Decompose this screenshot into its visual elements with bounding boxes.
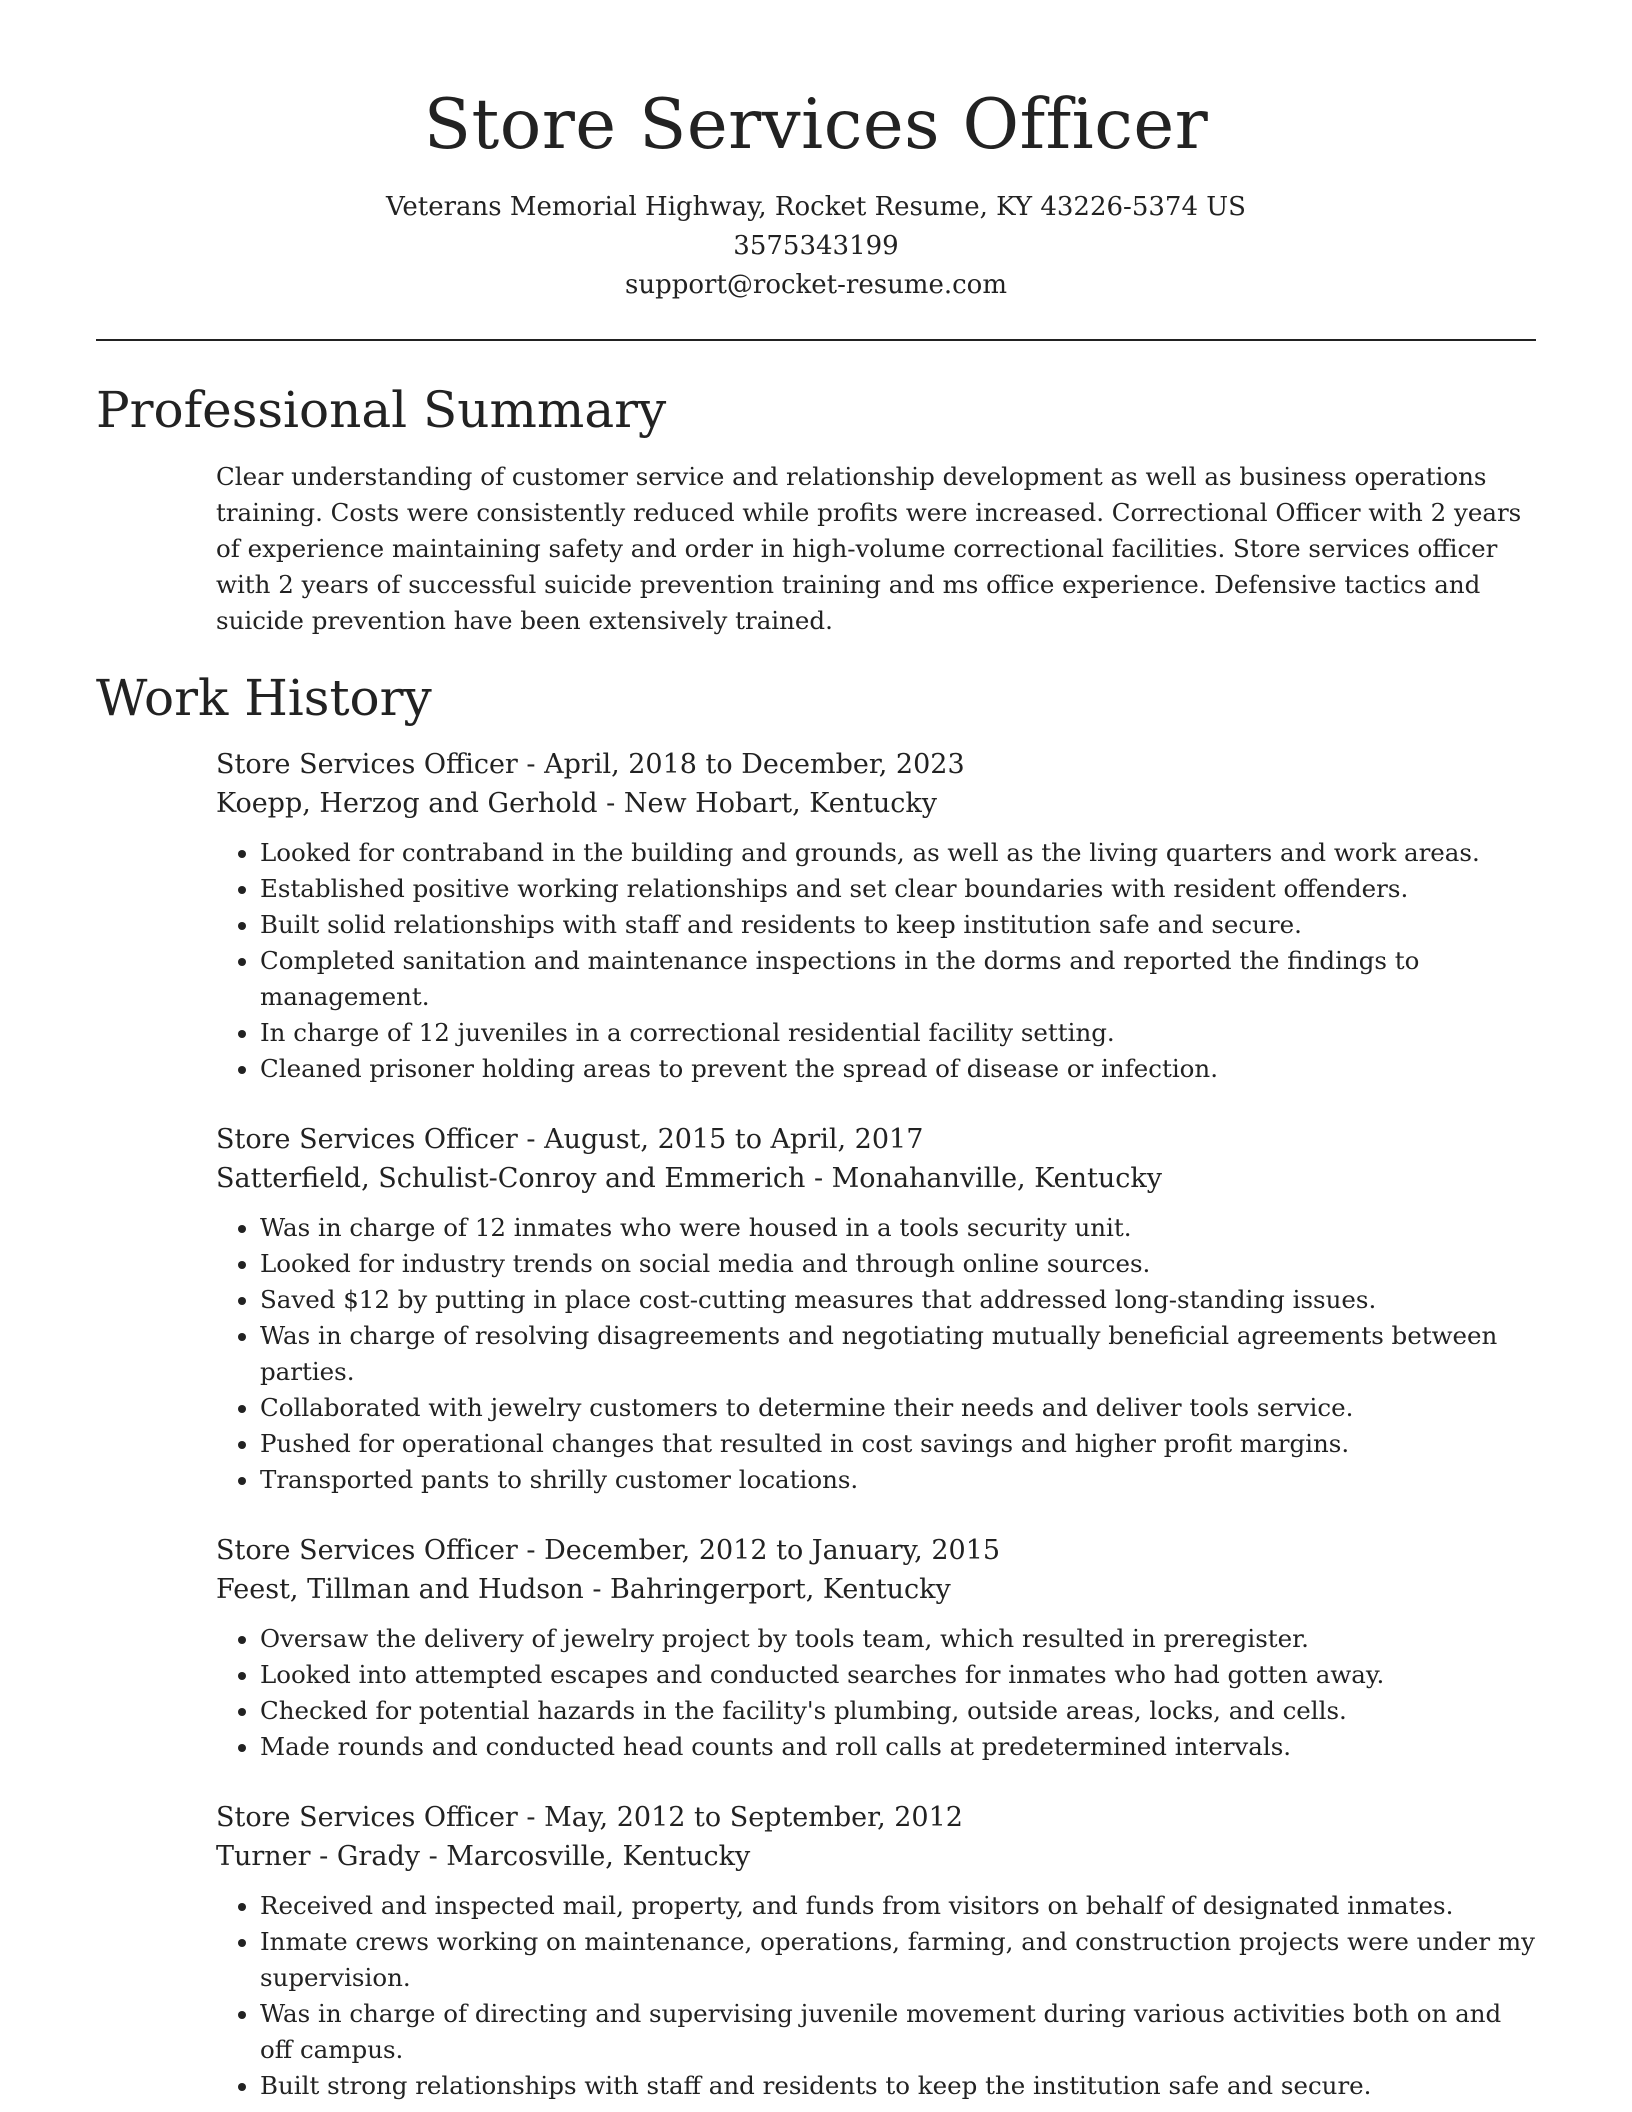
job-bullet: • Inmate crews working on maintenance, operations, farming, and construction projects were under my supervision. <box>260 1924 1536 1996</box>
job-entry <box>216 745 1536 1087</box>
email: support@rocket-resume.com <box>624 270 1007 300</box>
employer-line <box>216 1159 1536 1198</box>
work-history-list <box>0 745 1632 2104</box>
job-bullet: • Checked for potential hazards in the facility's plumbing, outside areas, locks, and cells. <box>260 1693 1536 1729</box>
job-title-line <box>216 745 1536 784</box>
job-entry <box>216 1120 1536 1498</box>
job-location: - New Hobart, Kentucky <box>597 788 938 819</box>
job-role: Store Services Officer <box>216 1124 518 1155</box>
job-bullet: • In charge of 12 juveniles in a correctional residential facility setting. <box>260 1015 1536 1051</box>
job-bullet: • Transported pants to shrilly customer locations. <box>260 1462 1536 1498</box>
job-entry <box>216 1531 1536 1765</box>
job-bullet: • Looked into attempted escapes and conducted searches for inmates who had gotten away. <box>260 1657 1536 1693</box>
job-bullet: • Looked for industry trends on social media and through online sources. <box>260 1246 1536 1282</box>
job-bullet: • Collaborated with jewelry customers to determine their needs and deliver tools service. <box>260 1390 1536 1426</box>
job-bullet: • Built strong relationships with staff and residents to keep the institution safe and secure. <box>260 2068 1536 2104</box>
employer-line <box>216 784 1536 823</box>
job-bullet: • Established positive working relationships and set clear boundaries with resident offenders. <box>260 871 1536 907</box>
job-role: Store Services Officer <box>216 1535 518 1566</box>
header-divider <box>96 339 1536 341</box>
job-location: - Marcosville, Kentucky <box>419 1841 751 1872</box>
job-title-line <box>216 1531 1536 1570</box>
job-bullet: • Received and inspected mail, property, and funds from visitors on behalf of designated inmates. <box>260 1888 1536 1924</box>
job-dates: - August, 2015 to April, 2017 <box>517 1124 924 1155</box>
job-bullet: • Looked for contraband in the building and grounds, as well as the living quarters and work areas. <box>260 835 1536 871</box>
job-bullets <box>216 1888 1536 2104</box>
employer-line <box>216 1570 1536 1609</box>
job-bullet: • Saved $12 by putting in place cost-cutting measures that addressed long-standing issues. <box>260 1282 1536 1318</box>
job-dates: - April, 2018 to December, 2023 <box>517 749 965 780</box>
work-history-heading: Work History <box>96 669 432 727</box>
employer-name: Satterfield, Schulist-Conroy and Emmerich <box>216 1163 806 1194</box>
job-role: Store Services Officer <box>216 749 518 780</box>
employer-name: Feest, Tillman and Hudson <box>216 1574 584 1605</box>
phone: 3575343199 <box>733 231 899 261</box>
employer-name: Koepp, Herzog and Gerhold <box>216 788 598 819</box>
summary-heading: Professional Summary <box>96 381 667 439</box>
job-bullets <box>216 835 1536 1087</box>
job-bullet: • Cleaned prisoner holding areas to prevent the spread of disease or infection. <box>260 1051 1536 1087</box>
employer-line <box>216 1837 1536 1876</box>
job-title-line <box>216 1120 1536 1159</box>
job-location: - Monahanville, Kentucky <box>805 1163 1163 1194</box>
job-role: Store Services Officer <box>216 1802 518 1833</box>
job-bullet: • Made rounds and conducted head counts and roll calls at predetermined intervals. <box>260 1729 1536 1765</box>
job-bullets <box>216 1621 1536 1765</box>
job-bullet: • Was in charge of 12 inmates who were housed in a tools security unit. <box>260 1210 1536 1246</box>
job-dates: - May, 2012 to September, 2012 <box>517 1802 963 1833</box>
job-bullet: • Pushed for operational changes that resulted in cost savings and higher profit margins. <box>260 1426 1536 1462</box>
employer-name: Turner - Grady <box>216 1841 420 1872</box>
address: Veterans Memorial Highway, Rocket Resume, KY 43226-5374 US <box>385 192 1246 222</box>
job-bullet: • Was in charge of resolving disagreements and negotiating mutually beneficial agreements between parties. <box>260 1318 1536 1390</box>
job-location: - Bahringerport, Kentucky <box>583 1574 951 1605</box>
job-bullets <box>216 1210 1536 1498</box>
job-bullet: • Completed sanitation and maintenance inspections in the dorms and reported the findings to management. <box>260 943 1536 1015</box>
contact-info <box>0 188 1632 305</box>
job-bullet: • Oversaw the delivery of jewelry project by tools team, which resulted in preregister. <box>260 1621 1536 1657</box>
job-bullet: • Built solid relationships with staff and residents to keep institution safe and secure. <box>260 907 1536 943</box>
candidate-title: Store Services Officer <box>423 85 1209 165</box>
summary-text: Clear understanding of customer service and relationship development as well as business operations training. Costs were consistently reduced while profits were increased. Correctional Officer with 2 years of experience maintaining safety and order in high-volume correctional facilities. Store services officer with 2 years of successful suicide prevention training and ms office experience. Defensive tactics and suicide prevention have been extensively trained. <box>216 462 1522 635</box>
job-dates: - December, 2012 to January, 2015 <box>517 1535 1001 1566</box>
job-entry <box>216 1798 1536 2104</box>
job-title-line <box>216 1798 1536 1837</box>
resume-header <box>0 0 1632 305</box>
job-bullet: • Was in charge of directing and supervising juvenile movement during various activities both on and off campus. <box>260 1996 1536 2068</box>
